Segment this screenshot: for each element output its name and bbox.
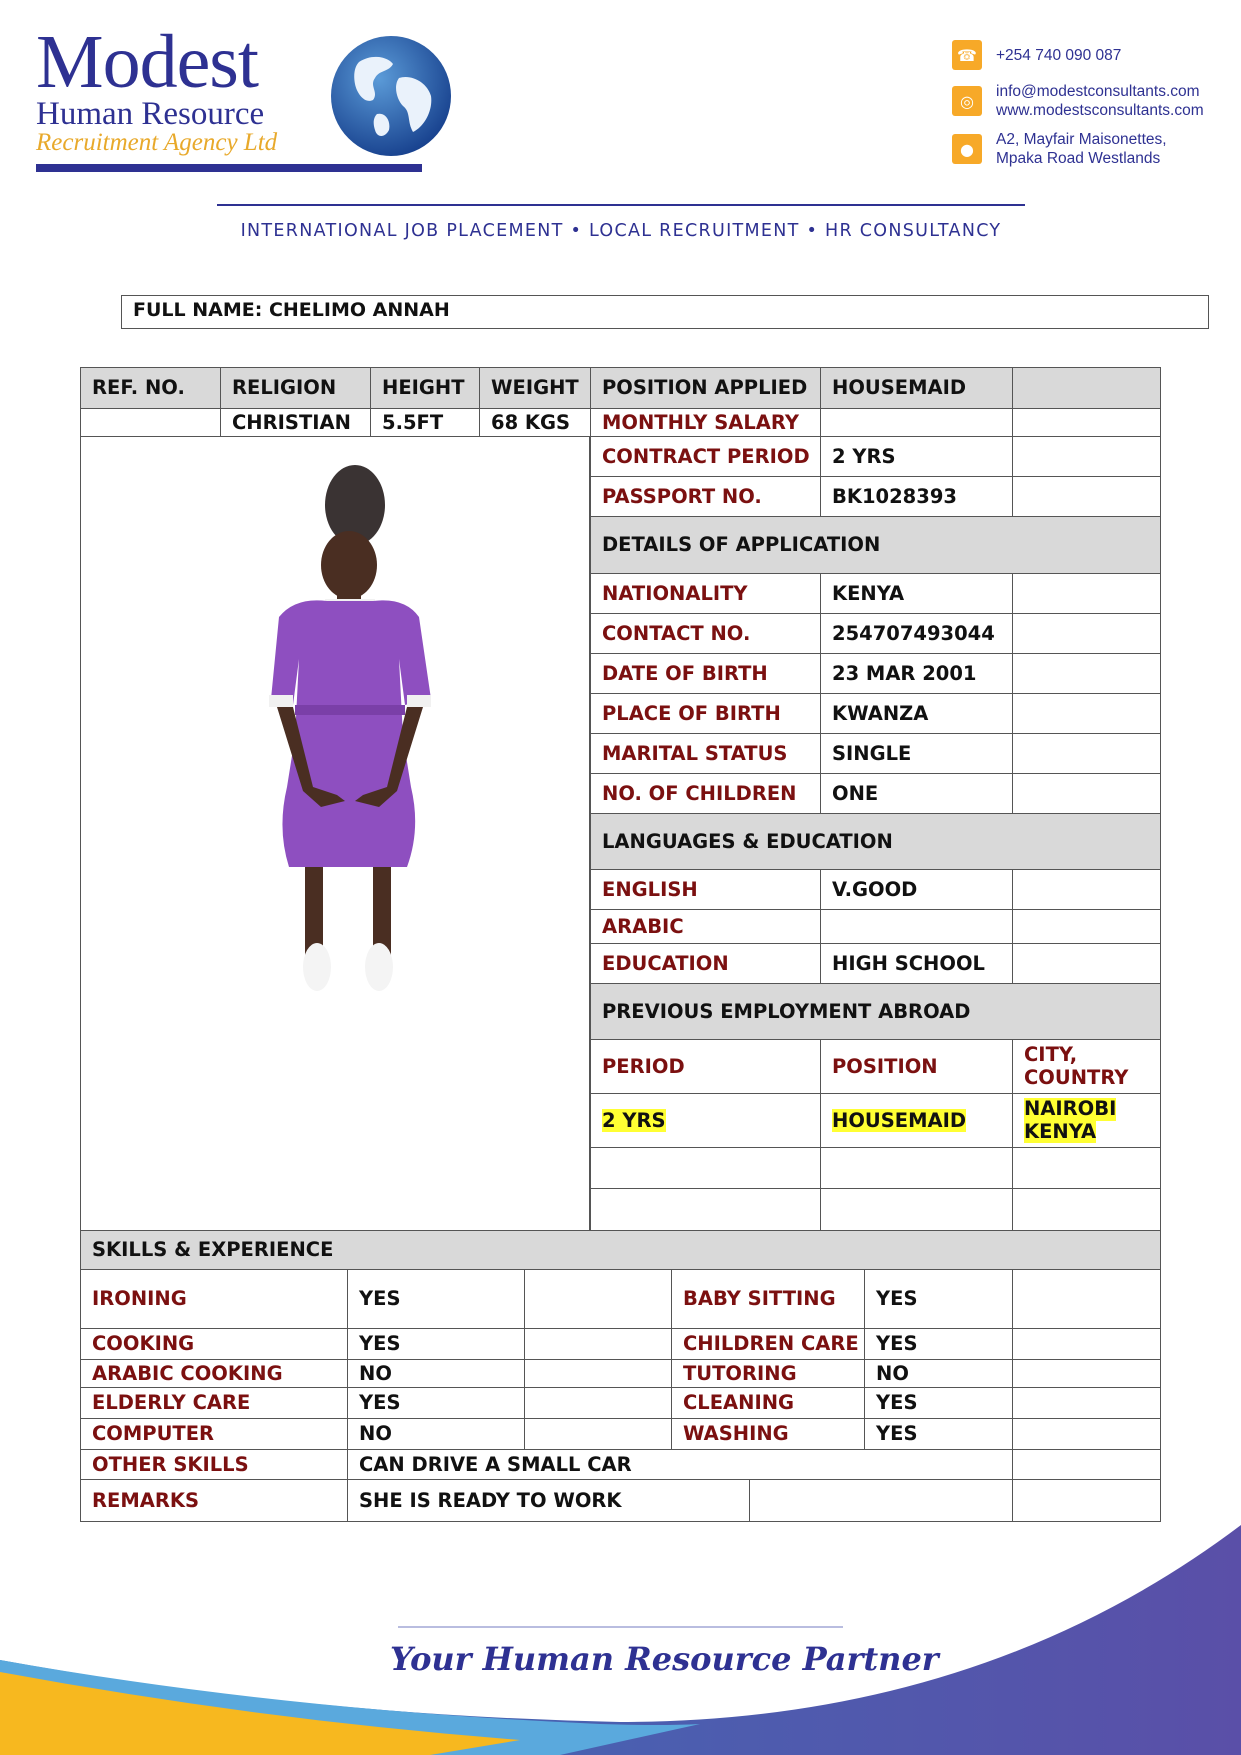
nationality-value: KENYA (820, 573, 1013, 614)
religion-value: CHRISTIAN (220, 408, 371, 437)
skill-value-ironing: YES (347, 1269, 525, 1329)
empty-cell (1012, 693, 1161, 734)
position-applied-value: HOUSEMAID (820, 367, 1013, 409)
location-pin-icon: ● (952, 134, 982, 164)
other-skills-value: CAN DRIVE A SMALL CAR (347, 1449, 1013, 1480)
skill-label-arabic-cooking: ARABIC COOKING (80, 1359, 348, 1388)
globe-icon (329, 34, 453, 158)
empty-cell (524, 1387, 672, 1419)
employment-period-value: 2 YRS (602, 1108, 666, 1132)
weight-label: WEIGHT (479, 367, 591, 409)
empty-cell (1012, 1387, 1161, 1419)
website-text: www.modestsconsultants.com (996, 102, 1204, 119)
full-name-box: FULL NAME: CHELIMO ANNAH (121, 295, 1209, 329)
arabic-label: ARABIC (590, 909, 821, 944)
employment-city-line1: NAIROBI (1024, 1097, 1117, 1121)
employment-city-line2: KENYA (1024, 1119, 1097, 1143)
contact-web (952, 83, 1204, 120)
position-applied-label: POSITION APPLIED (590, 367, 821, 409)
empty-cell (1012, 1449, 1161, 1480)
empty-cell (1012, 1269, 1161, 1329)
address-texts (982, 131, 1167, 168)
logo-underline (36, 164, 422, 172)
empty-cell (1012, 436, 1161, 477)
contact-address (952, 131, 1167, 168)
position-header: POSITION (820, 1039, 1013, 1094)
passport-no-label: PASSPORT NO. (590, 476, 821, 517)
height-value: 5.5FT (370, 408, 480, 437)
skill-value-tutoring: NO (864, 1359, 1013, 1388)
empty-cell (1012, 733, 1161, 774)
empty-cell (1012, 1188, 1161, 1231)
empty-cell (590, 1147, 821, 1189)
empty-cell (524, 1269, 672, 1329)
empty-cell (1012, 573, 1161, 614)
empty-cell (820, 1147, 1013, 1189)
details-of-application-heading: DETAILS OF APPLICATION (590, 516, 1161, 574)
marital-status-value: SINGLE (820, 733, 1013, 774)
address-line2: Mpaka Road Westlands (996, 150, 1161, 167)
skill-label-washing: WASHING (671, 1418, 865, 1450)
logo-subtitle: Human Resource (36, 96, 265, 132)
logo-agency: Recruitment Agency Ltd (36, 129, 278, 156)
person-illustration (81, 437, 589, 1230)
tagline: INTERNATIONAL JOB PLACEMENT • LOCAL RECRUITMENT • HR CONSULTANCY (240, 221, 1002, 241)
other-skills-label: OTHER SKILLS (80, 1449, 348, 1480)
address-line1: A2, Mayfair Maisonettes, (996, 131, 1167, 148)
passport-no-value: BK1028393 (820, 476, 1013, 517)
languages-education-heading: LANGUAGES & EDUCATION (590, 813, 1161, 870)
empty-cell (1012, 773, 1161, 814)
globe-small-icon: ◎ (952, 86, 982, 116)
education-label: EDUCATION (590, 943, 821, 984)
empty-cell (1012, 909, 1161, 944)
place-of-birth-label: PLACE OF BIRTH (590, 693, 821, 734)
skill-value-baby-sitting: YES (864, 1269, 1013, 1329)
footer-slogan: Your Human Resource Partner (390, 1640, 939, 1678)
skill-value-computer: NO (347, 1418, 525, 1450)
monthly-salary-value (820, 408, 1013, 437)
height-label: HEIGHT (370, 367, 480, 409)
weight-value: 68 KGS (479, 408, 591, 437)
contact-no-label: CONTACT NO. (590, 613, 821, 654)
empty-cell (524, 1328, 672, 1360)
city-country-header: CITY, COUNTRY (1012, 1039, 1161, 1094)
english-value: V.GOOD (820, 869, 1013, 910)
employment-city-cell (1012, 1093, 1161, 1148)
phone-icon: ☎ (952, 40, 982, 70)
skill-label-children-care: CHILDREN CARE (671, 1328, 865, 1360)
contact-no-value: 254707493044 (820, 613, 1013, 654)
skill-value-washing: YES (864, 1418, 1013, 1450)
logo-title: Modest (36, 20, 258, 104)
remarks-label: REMARKS (80, 1479, 348, 1522)
previous-employment-heading: PREVIOUS EMPLOYMENT ABROAD (590, 983, 1161, 1040)
empty-cell (1012, 653, 1161, 694)
monthly-salary-label: MONTHLY SALARY (590, 408, 821, 437)
date-of-birth-value: 23 MAR 2001 (820, 653, 1013, 694)
religion-label: RELIGION (220, 367, 371, 409)
ref-no-label: REF. NO. (80, 367, 221, 409)
empty-cell (820, 1188, 1013, 1231)
skill-value-cooking: YES (347, 1328, 525, 1360)
marital-status-label: MARITAL STATUS (590, 733, 821, 774)
skill-label-elderly-care: ELDERLY CARE (80, 1387, 348, 1419)
period-header: PERIOD (590, 1039, 821, 1094)
empty-cell (1012, 1147, 1161, 1189)
skill-value-elderly-care: YES (347, 1387, 525, 1419)
web-texts (982, 83, 1204, 120)
empty-cell (524, 1418, 672, 1450)
empty-cell (1012, 1359, 1161, 1388)
empty-cell (1012, 408, 1161, 437)
employment-period-cell (590, 1093, 821, 1148)
empty-cell (1012, 476, 1161, 517)
remarks-value: SHE IS READY TO WORK (347, 1479, 750, 1522)
nationality-label: NATIONALITY (590, 573, 821, 614)
empty-cell (1012, 1328, 1161, 1360)
skills-experience-heading: SKILLS & EXPERIENCE (80, 1230, 1161, 1270)
skill-value-children-care: YES (864, 1328, 1013, 1360)
skill-label-computer: COMPUTER (80, 1418, 348, 1450)
footer-wave (0, 1510, 1241, 1755)
date-of-birth-label: DATE OF BIRTH (590, 653, 821, 694)
skill-value-arabic-cooking: NO (347, 1359, 525, 1388)
skill-label-cooking: COOKING (80, 1328, 348, 1360)
no-of-children-value: ONE (820, 773, 1013, 814)
candidate-photo (80, 436, 590, 1231)
skill-label-cleaning: CLEANING (671, 1387, 865, 1419)
employment-position-value: HOUSEMAID (832, 1108, 967, 1132)
education-value: HIGH SCHOOL (820, 943, 1013, 984)
empty-cell (1012, 1418, 1161, 1450)
skill-label-tutoring: TUTORING (671, 1359, 865, 1388)
empty-cell (1012, 613, 1161, 654)
empty-cell (1012, 943, 1161, 984)
english-label: ENGLISH (590, 869, 821, 910)
employment-position-cell (820, 1093, 1013, 1148)
email-text: info@modestconsultants.com (996, 83, 1200, 100)
empty-cell (1012, 367, 1161, 409)
phone-text: +254 740 090 087 (996, 47, 1122, 64)
contract-period-label: CONTRACT PERIOD (590, 436, 821, 477)
empty-cell (524, 1359, 672, 1388)
place-of-birth-value: KWANZA (820, 693, 1013, 734)
footer-rule (398, 1626, 843, 1628)
contact-phone (952, 40, 1121, 70)
skill-label-baby-sitting: BABY SITTING (671, 1269, 865, 1329)
empty-cell (590, 1188, 821, 1231)
arabic-value (820, 909, 1013, 944)
skill-label-ironing: IRONING (80, 1269, 348, 1329)
empty-cell (1012, 869, 1161, 910)
ref-no-value (80, 408, 221, 437)
company-logo (36, 20, 426, 176)
skill-value-cleaning: YES (864, 1387, 1013, 1419)
tagline-rule (217, 204, 1025, 206)
contract-period-value: 2 YRS (820, 436, 1013, 477)
no-of-children-label: NO. OF CHILDREN (590, 773, 821, 814)
